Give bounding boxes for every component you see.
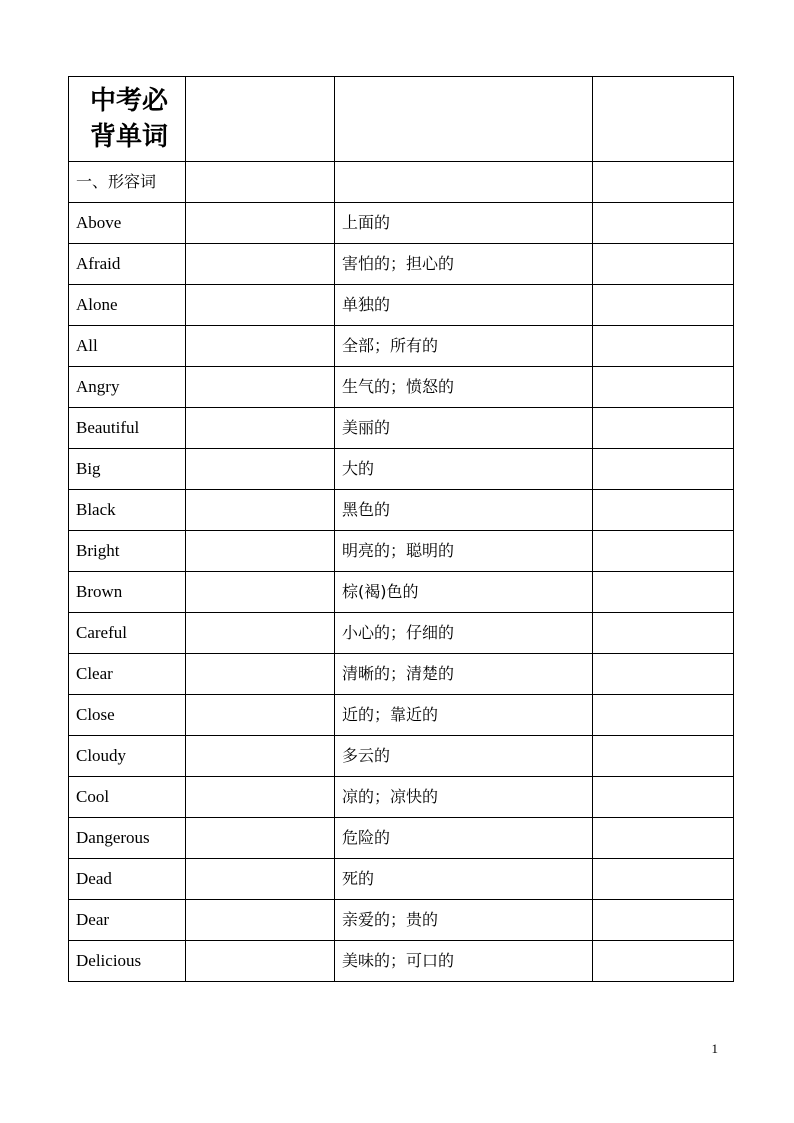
empty-cell — [593, 777, 734, 818]
empty-cell — [186, 162, 335, 203]
word-cell: Afraid — [69, 244, 186, 285]
word-cell: Dangerous — [69, 818, 186, 859]
meaning-cell: 黑色的 — [335, 490, 593, 531]
meaning-cell: 美丽的 — [335, 408, 593, 449]
word-cell: Careful — [69, 613, 186, 654]
empty-cell — [186, 777, 335, 818]
word-cell: Brown — [69, 572, 186, 613]
empty-cell — [593, 490, 734, 531]
meaning-cell: 生气的；愤怒的 — [335, 367, 593, 408]
empty-cell — [186, 900, 335, 941]
table-row — [69, 449, 734, 490]
empty-cell — [593, 162, 734, 203]
empty-cell — [593, 244, 734, 285]
word-cell: Alone — [69, 285, 186, 326]
section-row — [69, 162, 734, 203]
table-row — [69, 244, 734, 285]
table-row — [69, 777, 734, 818]
word-cell: Big — [69, 449, 186, 490]
meaning-cell: 凉的；凉快的 — [335, 777, 593, 818]
vocabulary-table-body — [69, 77, 734, 982]
meaning-cell: 清晰的；清楚的 — [335, 654, 593, 695]
empty-cell — [186, 818, 335, 859]
empty-cell — [593, 203, 734, 244]
word-cell: Above — [69, 203, 186, 244]
meaning-cell: 多云的 — [335, 736, 593, 777]
empty-cell — [186, 285, 335, 326]
empty-cell — [593, 654, 734, 695]
empty-cell — [186, 941, 335, 982]
meaning-cell: 亲爱的；贵的 — [335, 900, 593, 941]
table-row — [69, 490, 734, 531]
table-row — [69, 203, 734, 244]
title-line-2: 背单词 — [89, 122, 168, 152]
vocabulary-table — [68, 76, 734, 982]
empty-cell — [593, 941, 734, 982]
empty-cell — [186, 367, 335, 408]
meaning-cell: 大的 — [335, 449, 593, 490]
table-row — [69, 285, 734, 326]
table-row — [69, 941, 734, 982]
table-row — [69, 695, 734, 736]
meaning-cell: 明亮的；聪明的 — [335, 531, 593, 572]
empty-cell — [186, 613, 335, 654]
table-row — [69, 367, 734, 408]
empty-cell — [593, 326, 734, 367]
table-row — [69, 408, 734, 449]
empty-cell — [593, 367, 734, 408]
word-cell: Angry — [69, 367, 186, 408]
empty-cell — [186, 408, 335, 449]
table-row — [69, 736, 734, 777]
meaning-cell: 美味的；可口的 — [335, 941, 593, 982]
table-row — [69, 572, 734, 613]
empty-cell — [335, 77, 593, 162]
word-cell: Cloudy — [69, 736, 186, 777]
empty-cell — [593, 285, 734, 326]
empty-cell — [593, 449, 734, 490]
empty-cell — [593, 900, 734, 941]
word-cell: All — [69, 326, 186, 367]
title-line-1: 中考必 — [89, 86, 168, 116]
empty-cell — [186, 572, 335, 613]
empty-cell — [186, 449, 335, 490]
word-cell: Close — [69, 695, 186, 736]
empty-cell — [593, 695, 734, 736]
meaning-cell: 棕(褐)色的 — [335, 572, 593, 613]
word-cell: Cool — [69, 777, 186, 818]
empty-cell — [593, 818, 734, 859]
empty-cell — [186, 203, 335, 244]
empty-cell — [593, 408, 734, 449]
empty-cell — [593, 736, 734, 777]
empty-cell — [186, 326, 335, 367]
empty-cell — [593, 572, 734, 613]
empty-cell — [186, 695, 335, 736]
empty-cell — [186, 490, 335, 531]
word-cell: Dear — [69, 900, 186, 941]
meaning-cell: 危险的 — [335, 818, 593, 859]
word-cell: Bright — [69, 531, 186, 572]
empty-cell — [335, 162, 593, 203]
empty-cell — [186, 244, 335, 285]
table-row — [69, 531, 734, 572]
meaning-cell: 害怕的；担心的 — [335, 244, 593, 285]
meaning-cell: 近的；靠近的 — [335, 695, 593, 736]
page-number: 1 — [711, 1041, 718, 1056]
empty-cell — [593, 77, 734, 162]
empty-cell — [593, 859, 734, 900]
section-heading: 一、形容词 — [69, 162, 186, 203]
empty-cell — [186, 654, 335, 695]
table-row — [69, 613, 734, 654]
table-row — [69, 326, 734, 367]
word-cell: Beautiful — [69, 408, 186, 449]
empty-cell — [186, 77, 335, 162]
word-cell: Dead — [69, 859, 186, 900]
meaning-cell: 死的 — [335, 859, 593, 900]
meaning-cell: 单独的 — [335, 285, 593, 326]
meaning-cell: 上面的 — [335, 203, 593, 244]
empty-cell — [186, 859, 335, 900]
table-row — [69, 654, 734, 695]
table-row — [69, 859, 734, 900]
table-row — [69, 818, 734, 859]
word-cell: Delicious — [69, 941, 186, 982]
document-title — [69, 77, 186, 162]
meaning-cell: 全部；所有的 — [335, 326, 593, 367]
empty-cell — [186, 531, 335, 572]
table-row — [69, 900, 734, 941]
empty-cell — [186, 736, 335, 777]
title-row — [69, 77, 734, 162]
word-cell: Clear — [69, 654, 186, 695]
meaning-cell: 小心的；仔细的 — [335, 613, 593, 654]
word-cell: Black — [69, 490, 186, 531]
empty-cell — [593, 531, 734, 572]
empty-cell — [593, 613, 734, 654]
